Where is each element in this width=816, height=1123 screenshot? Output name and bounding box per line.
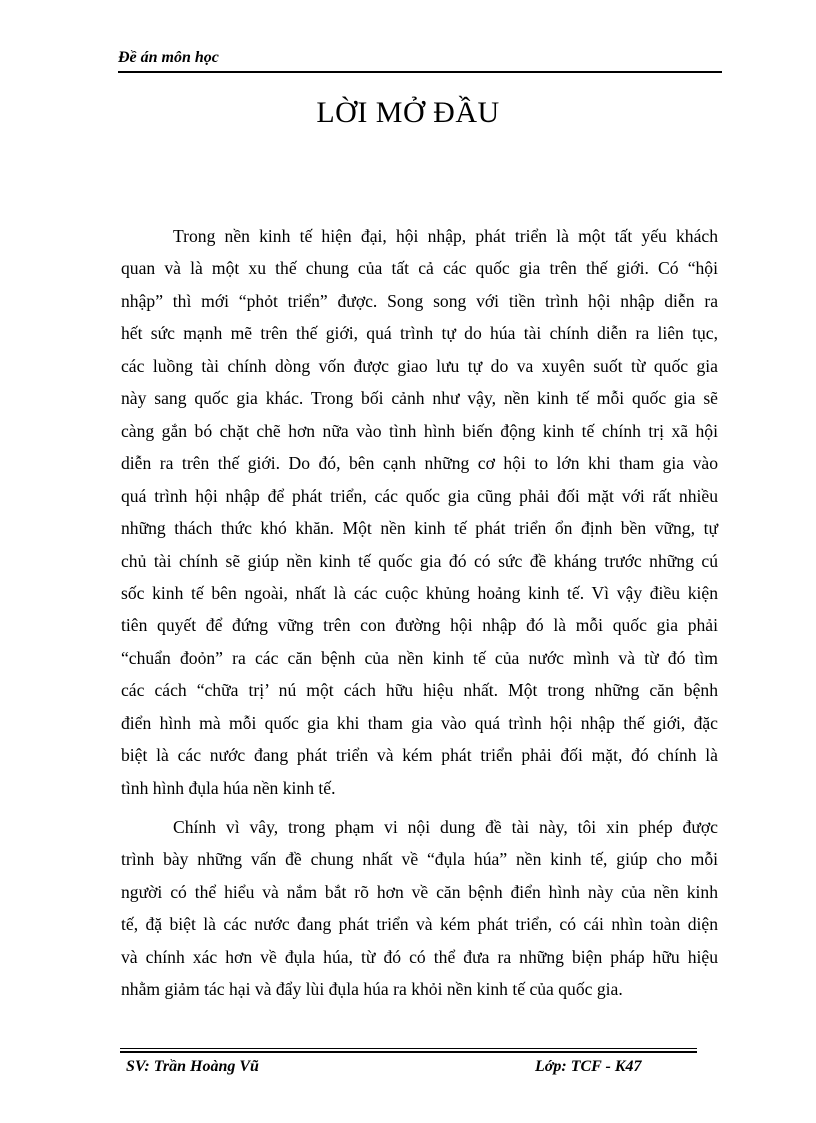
text-line: các luồng tài chính dòng vốn được giao lưu tự do va xuyên suốt từ quốc gia (121, 355, 718, 376)
footer-class: Lớp: TCF - K47 (535, 1058, 642, 1075)
text-line: Chính vì vây, trong phạm vi nội dung đề tài này, tôi xin phép được (173, 817, 718, 837)
text-line: tiên quyết để đứng vững trên con đường hội nhập đó là mỗi quốc gia phải (121, 615, 718, 636)
page-title: LỜI MỞ ĐẦU (316, 96, 500, 129)
text-line: điển hình mà mỗi quốc gia khi tham gia vào quá trình hội nhập thế giới, đặc (121, 712, 718, 733)
footer-student: SV: Trần Hoàng Vũ (126, 1058, 259, 1075)
text-line: trình bày những vấn đề chung nhất về “đụla húa” nền kinh tế, giúp cho mỗi (121, 849, 718, 870)
text-line: hết sức mạnh mẽ trên thế giới, quá trình tự do húa tài chính diễn ra liên tục, (121, 323, 718, 344)
text-line: Trong nền kinh tế hiện đại, hội nhập, phát triển là một tất yếu khách (173, 226, 718, 246)
text-line: nhập” thì mới “phỏt triển” được. Song song với tiền trình hội nhập diễn ra (121, 290, 718, 311)
text-line: các cách “chữa trị’ nú một cách hữu hiệu nhất. Một trong những căn bệnh (121, 680, 718, 701)
header-rule (118, 71, 722, 73)
text-line: tế, đặ biệt là các nước đang phát triển và kém phát triển, có cái nhìn toàn diện (121, 914, 718, 935)
text-line: biệt là các nước đang phát triển và kém phát triển phải đối mặt, đó chính là (121, 745, 718, 766)
text-line: nhằm giảm tác hại và đẩy lùi đụla húa ra khỏi nền kinh tế của quốc gia. (121, 979, 623, 1000)
text-line: chủ tài chính sẽ giúp nền kinh tế quốc gia đó có sức đề kháng trước những cú (121, 550, 718, 571)
footer-rule (120, 1048, 697, 1049)
text-line: những thách thức khó khăn. Một nền kinh tế phát triển ổn định bền vững, tự (121, 518, 718, 539)
text-line: càng gắn bó chặt chẽ hơn nữa vào tình hình biến động kinh tế chính trị xã hội (121, 420, 718, 441)
text-line: sốc kinh tế bên ngoài, nhất là các cuộc khủng hoảng kinh tế. Vì vậy điều kiện (121, 582, 718, 603)
text-line: này sang quốc gia khác. Trong bối cảnh như vậy, nền kinh tế mỗi quốc gia sẽ (121, 388, 718, 409)
text-line: quan và là một xu thế chung của tất cả các quốc gia trên thế giới. Có “hội (121, 258, 718, 279)
text-line: người có thể hiểu và nắm bắt rõ hơn về căn bệnh điển hình này của nền kinh (121, 881, 718, 902)
footer-rule-thick (120, 1051, 697, 1053)
text-line: và chính xác hơn về đụla húa, từ đó có thể đưa ra những biện pháp hữu hiệu (121, 946, 718, 967)
header-title: Đề án môn học (118, 49, 219, 66)
text-line: tình hình đụla húa nền kinh tế. (121, 777, 336, 798)
text-line: diễn ra trên thế giới. Do đó, bên cạnh những cơ hội to lớn khi tham gia vào (121, 453, 718, 474)
text-line: “chuẩn đoỏn” ra các căn bệnh của nền kinh tế của nước mình và từ đó tìm (121, 647, 718, 668)
text-line: quá trình hội nhập để phát triển, các quốc gia cũng phải đối mặt với rất nhiều (121, 485, 718, 506)
